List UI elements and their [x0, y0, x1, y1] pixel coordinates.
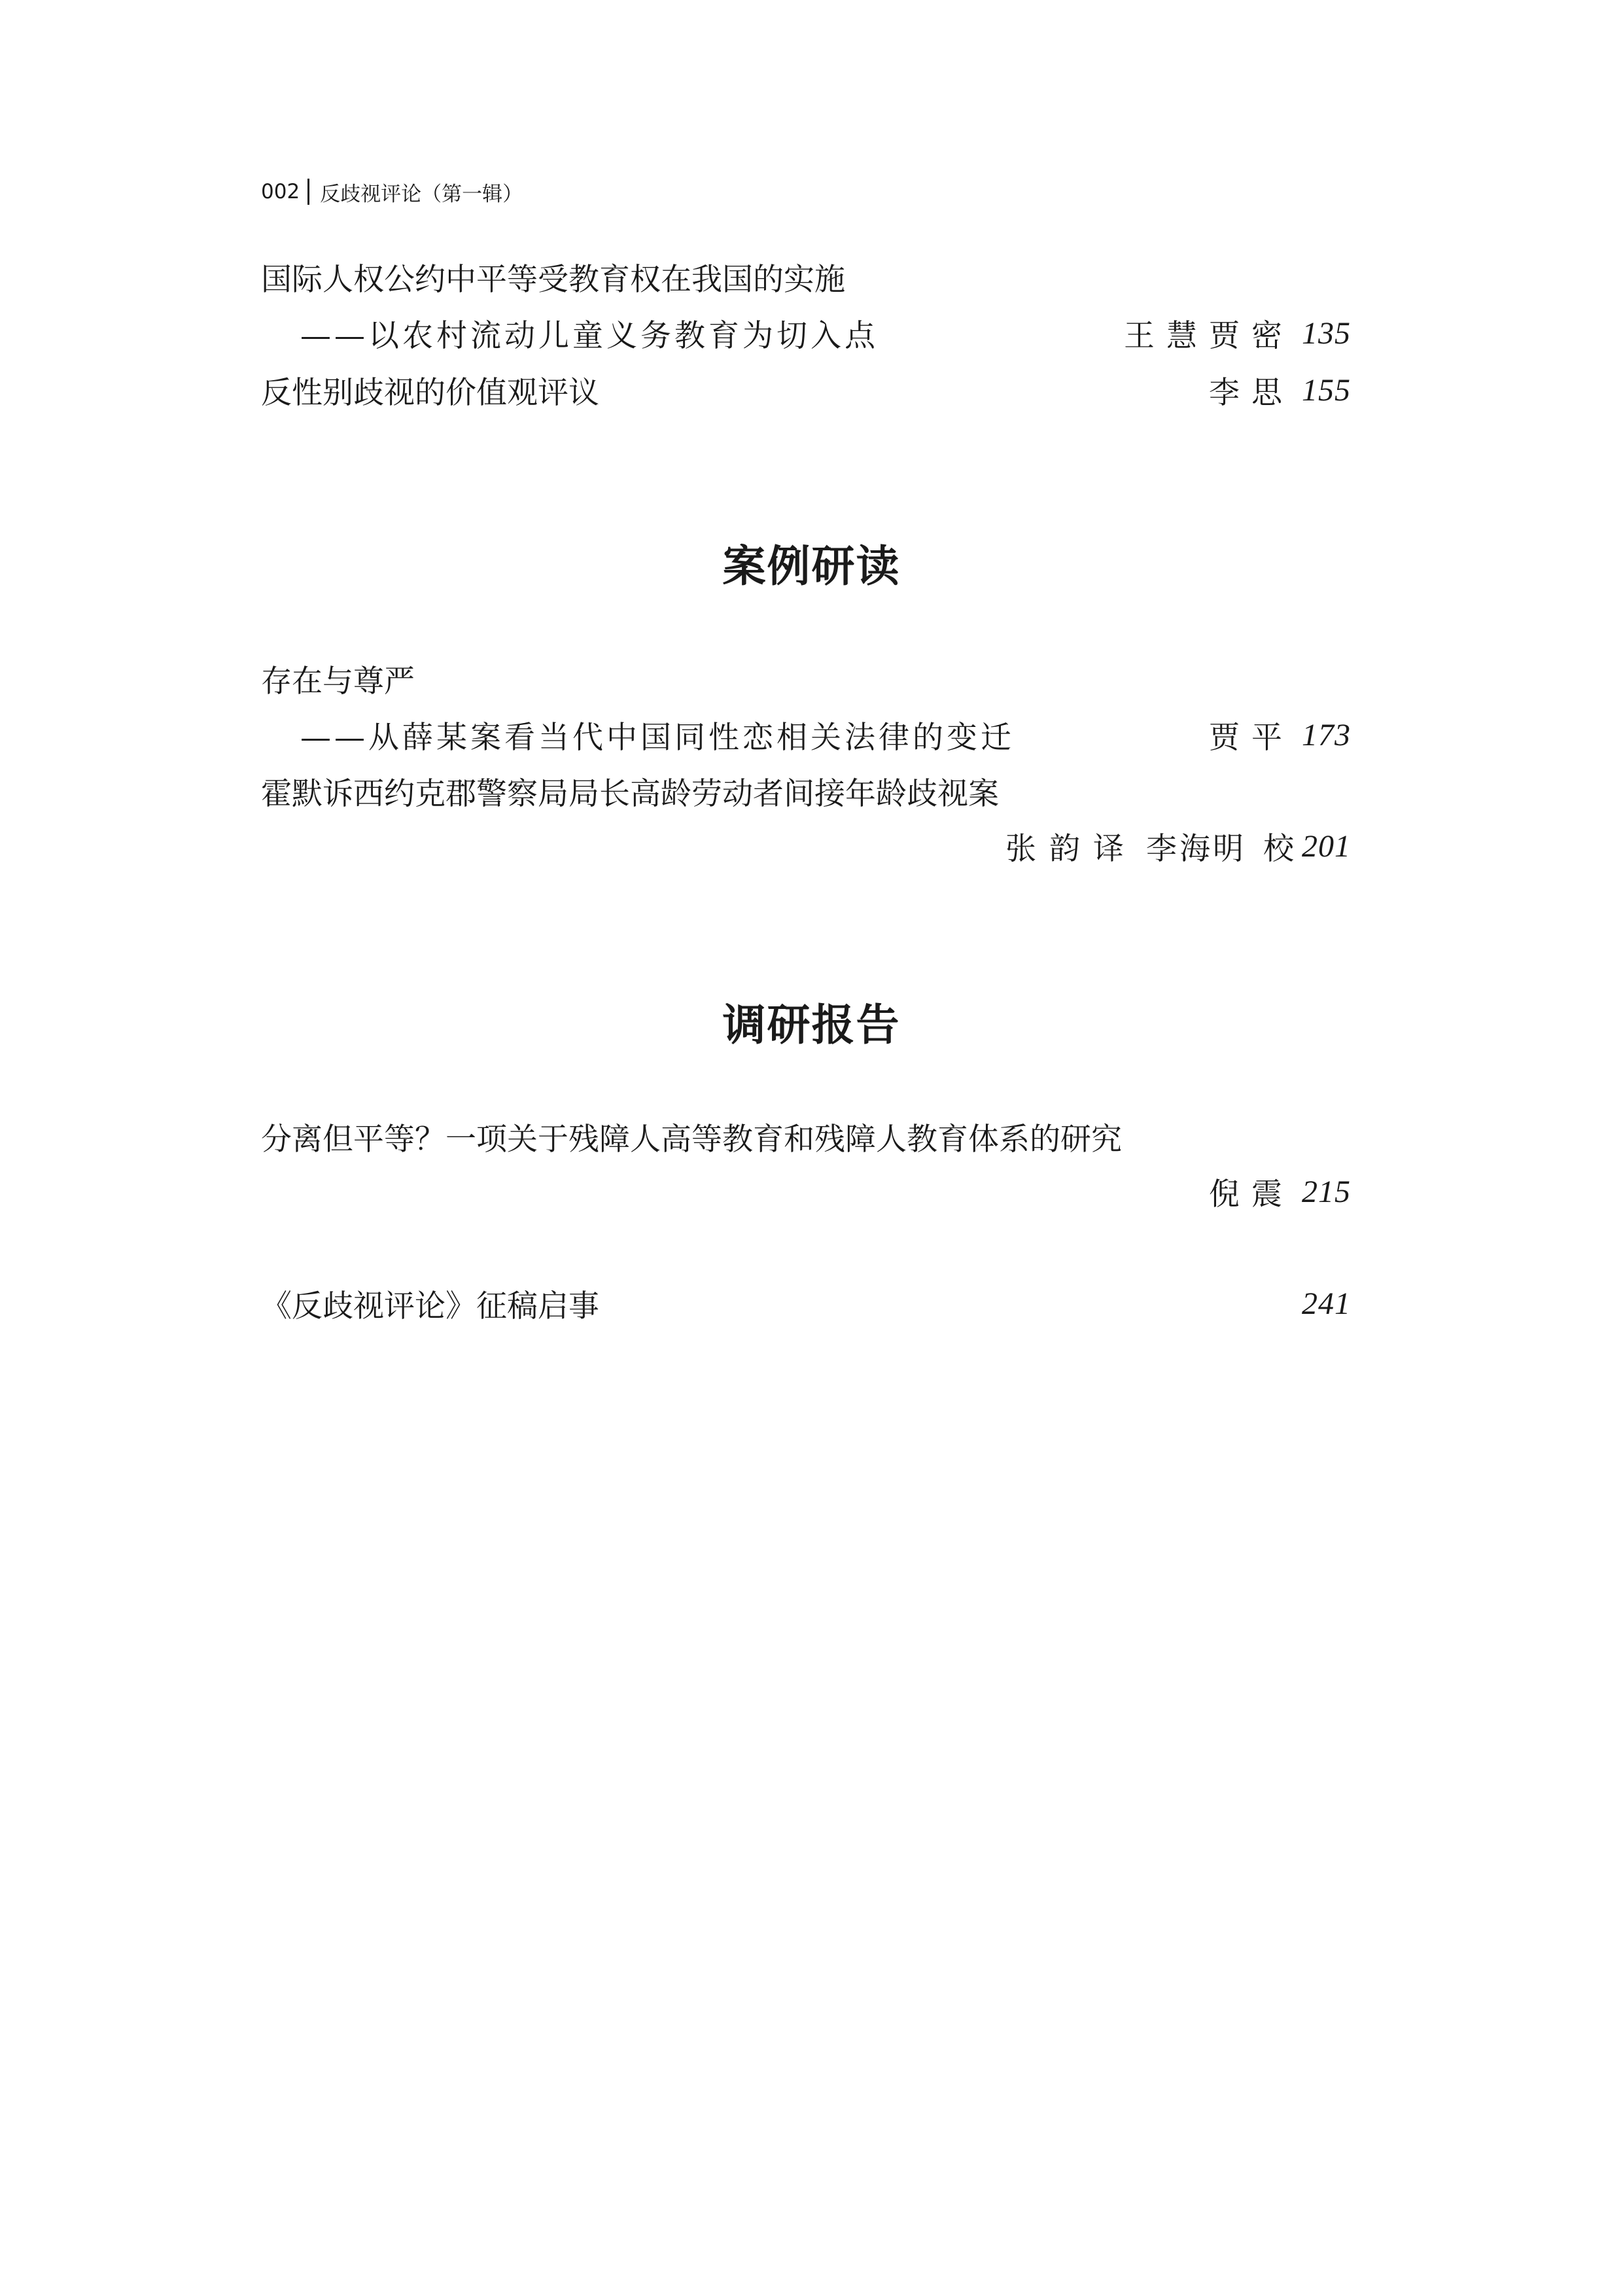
section-heading-research-report: 调研报告: [722, 1000, 901, 1050]
toc-entry-subtitle-line[interactable]: [261, 712, 1351, 758]
toc-entry-title[interactable]: [261, 768, 1351, 814]
running-head-book-title: 反歧视评论（第一辑）: [320, 182, 523, 206]
toc-entry-subtitle: ——从薛某案看当代中国同性恋相关法律的变迁: [300, 719, 1015, 756]
toc-entry-title-text: 反性别歧视的价值观评议: [261, 374, 599, 411]
section-heading-case-study: 案例研读: [722, 541, 901, 592]
toc-entry[interactable]: [261, 367, 1351, 413]
running-head: [261, 175, 523, 208]
toc-entry-title-text: 国际人权公约中平等受教育权在我国的实施: [261, 261, 845, 298]
toc-entry-credits: [1005, 824, 1294, 868]
toc-entry[interactable]: [261, 1280, 1351, 1326]
reviser-name: 李海明: [1146, 830, 1246, 867]
translator-mark: 译: [1093, 830, 1124, 867]
toc-entry-title[interactable]: [261, 1114, 1351, 1159]
toc-entry-author: 倪震: [1209, 1176, 1294, 1212]
toc-entry-page-number: 135: [1302, 315, 1351, 351]
toc-entry-title-text: 霍默诉西约克郡警察局局长高龄劳动者间接年龄歧视案: [261, 775, 999, 812]
reviser-mark: 校: [1263, 830, 1294, 867]
toc-entry-title[interactable]: [261, 656, 1351, 701]
toc-entry-page-number: 241: [1302, 1286, 1351, 1321]
toc-entry-title[interactable]: [261, 254, 1351, 300]
running-head-page-number: 002: [261, 180, 300, 203]
toc-entry-credits-line[interactable]: [261, 823, 1351, 869]
toc-entry-title-text: 存在与尊严: [261, 663, 415, 699]
toc-entry-author: 李思: [1209, 374, 1294, 411]
toc-entry-page-number: 201: [1302, 828, 1351, 864]
toc-entry-author: 王慧贾密: [1124, 317, 1294, 354]
translator-name: 张韵: [1005, 830, 1093, 867]
toc-entry-title-text: 《反歧视评论》征稿启事: [261, 1288, 599, 1324]
toc-entry-subtitle: ——以农村流动儿童义务教育为切入点: [300, 317, 879, 354]
toc-entry-page-number: 215: [1302, 1174, 1351, 1209]
toc-entry-title-text: 分离但平等？一项关于残障人高等教育和残障人教育体系的研究: [261, 1121, 1122, 1157]
toc-entry-subtitle-line[interactable]: [261, 310, 1351, 356]
running-head-divider: [307, 179, 309, 205]
toc-entry-page-number: 173: [1302, 717, 1351, 752]
toc-entry-author-line[interactable]: [261, 1169, 1351, 1214]
toc-entry-author: 贾平: [1209, 719, 1294, 756]
toc-entry-page-number: 155: [1302, 372, 1351, 408]
